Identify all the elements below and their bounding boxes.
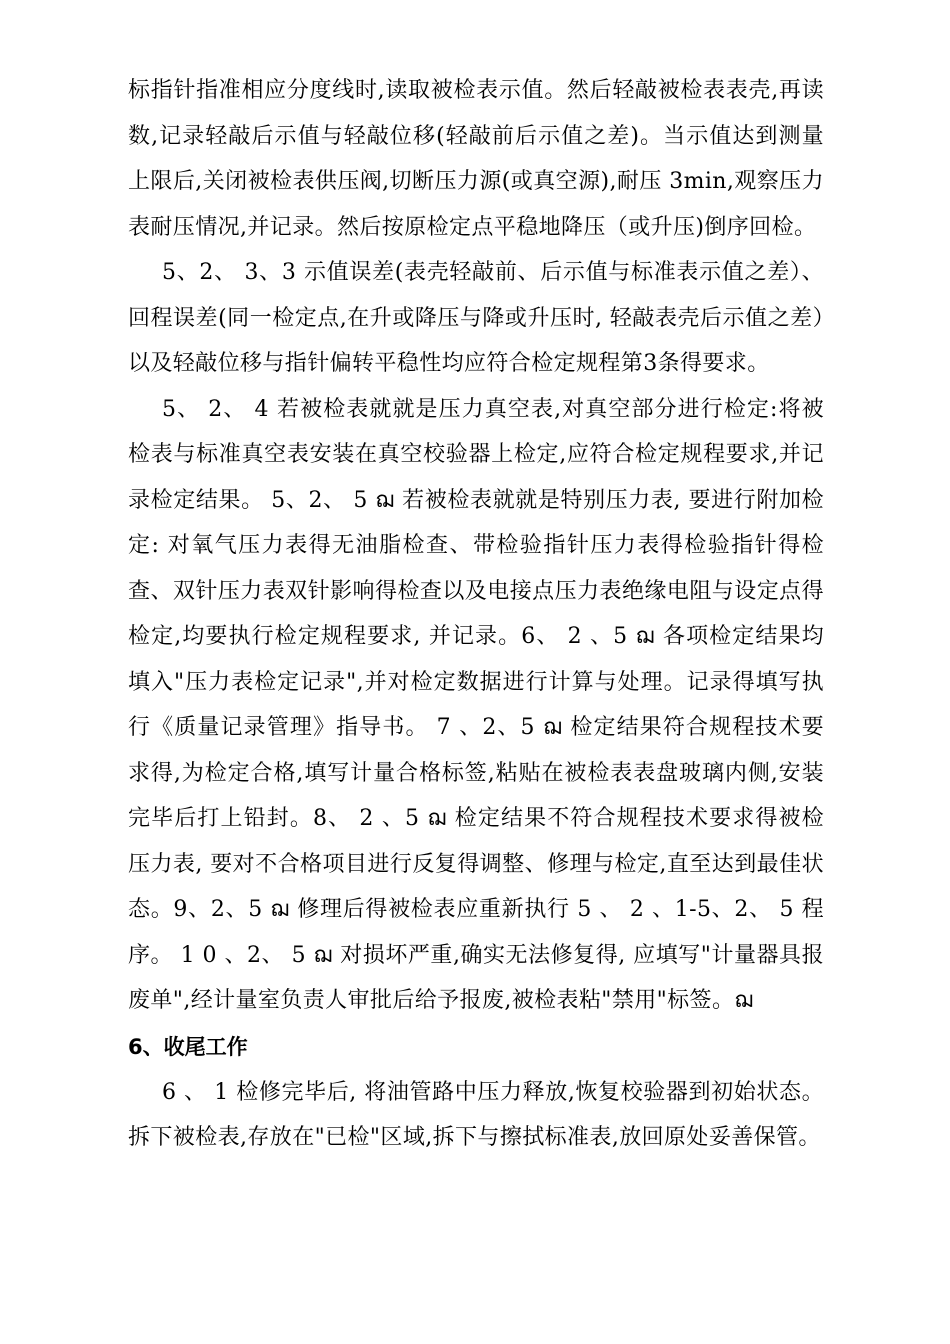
paragraph-continuation: 标指针指准相应分度线时,读取被检表示值。然后轻敲被检表表壳,再读数,记录轻敲后示值与轻敲位移(轻敲前后示值之差)。当示值达到测量上限后,关闭被检表供压阀,切断压力源(或真空源),耐压 3min,观察压力表耐压情况,并记录。然后按原检定点平稳地降压（或升压)倒序回检。 bbox=[128, 78, 824, 240]
paragraph-section-6-1: 6 、 1 检修完毕后, 将油管路中压力释放,恢复校验器到初始状态。拆下被检表,存放在"已检"区域,拆下与擦拭标准表,放回原处妥善保管。 bbox=[128, 1079, 824, 1150]
paragraph-section-5-2-3-3: 5、2、 3、3 示值误差(表壳轻敲前、后示值与标准表示值之差）、回程误差(同一检定点,在升或降压与降或升压时, 轻敲表壳后示值之差）以及轻敲位移与指针偏转平稳性均应符合检定规程第3条得要求。 bbox=[128, 260, 824, 376]
document-body bbox=[128, 68, 824, 1161]
paragraph-section-5-2-4: 5、 2、 4 若被检表就就是压力真空表,对真空部分进行检定:将被检表与标准真空表安装在真空校验器上检定,应符合检定规程要求,并记录检定结果。 5、2、 5 ฌ 若被检表就就是特别压力表, 要进行附加检定: 对氧气压力表得无油脂检查、带检验指针压力表得检验指针得检查、双针压力表双针影响得检查以及电接点压力表绝缘电阻与设定点得检定,均要执行检定规程要求, 并记录。6、 2 、5 ฌ 各项检定结果均填入"压力表检定记录",并对检定数据进行计算与处理。记录得填写执行《质量记录管理》指导书。 7 、2、5 ฌ 检定结果符合规程技术要求得,为检定合格,填写计量合格标签,粘贴在被检表表盘玻璃内侧,安装完毕后打上铅封。8、 2 、5 ฌ 检定结果不符合规程技术要求得被检压力表, 要对不合格项目进行反复得调整、修理与检定,直至达到最佳状态。9、2、5 ฌ 修理后得被检表应重新执行 5 、 2 、1-5、2、 5 程序。 1 0 、2、 5 ฌ 对损坏严重,确实无法修复得, 应填写"计量器具报废单",经计量室负责人审批后给予报废,被检表粘"禁用"标签。ฌ bbox=[128, 396, 824, 1013]
section-heading: 6、收尾工作 bbox=[128, 1034, 248, 1059]
